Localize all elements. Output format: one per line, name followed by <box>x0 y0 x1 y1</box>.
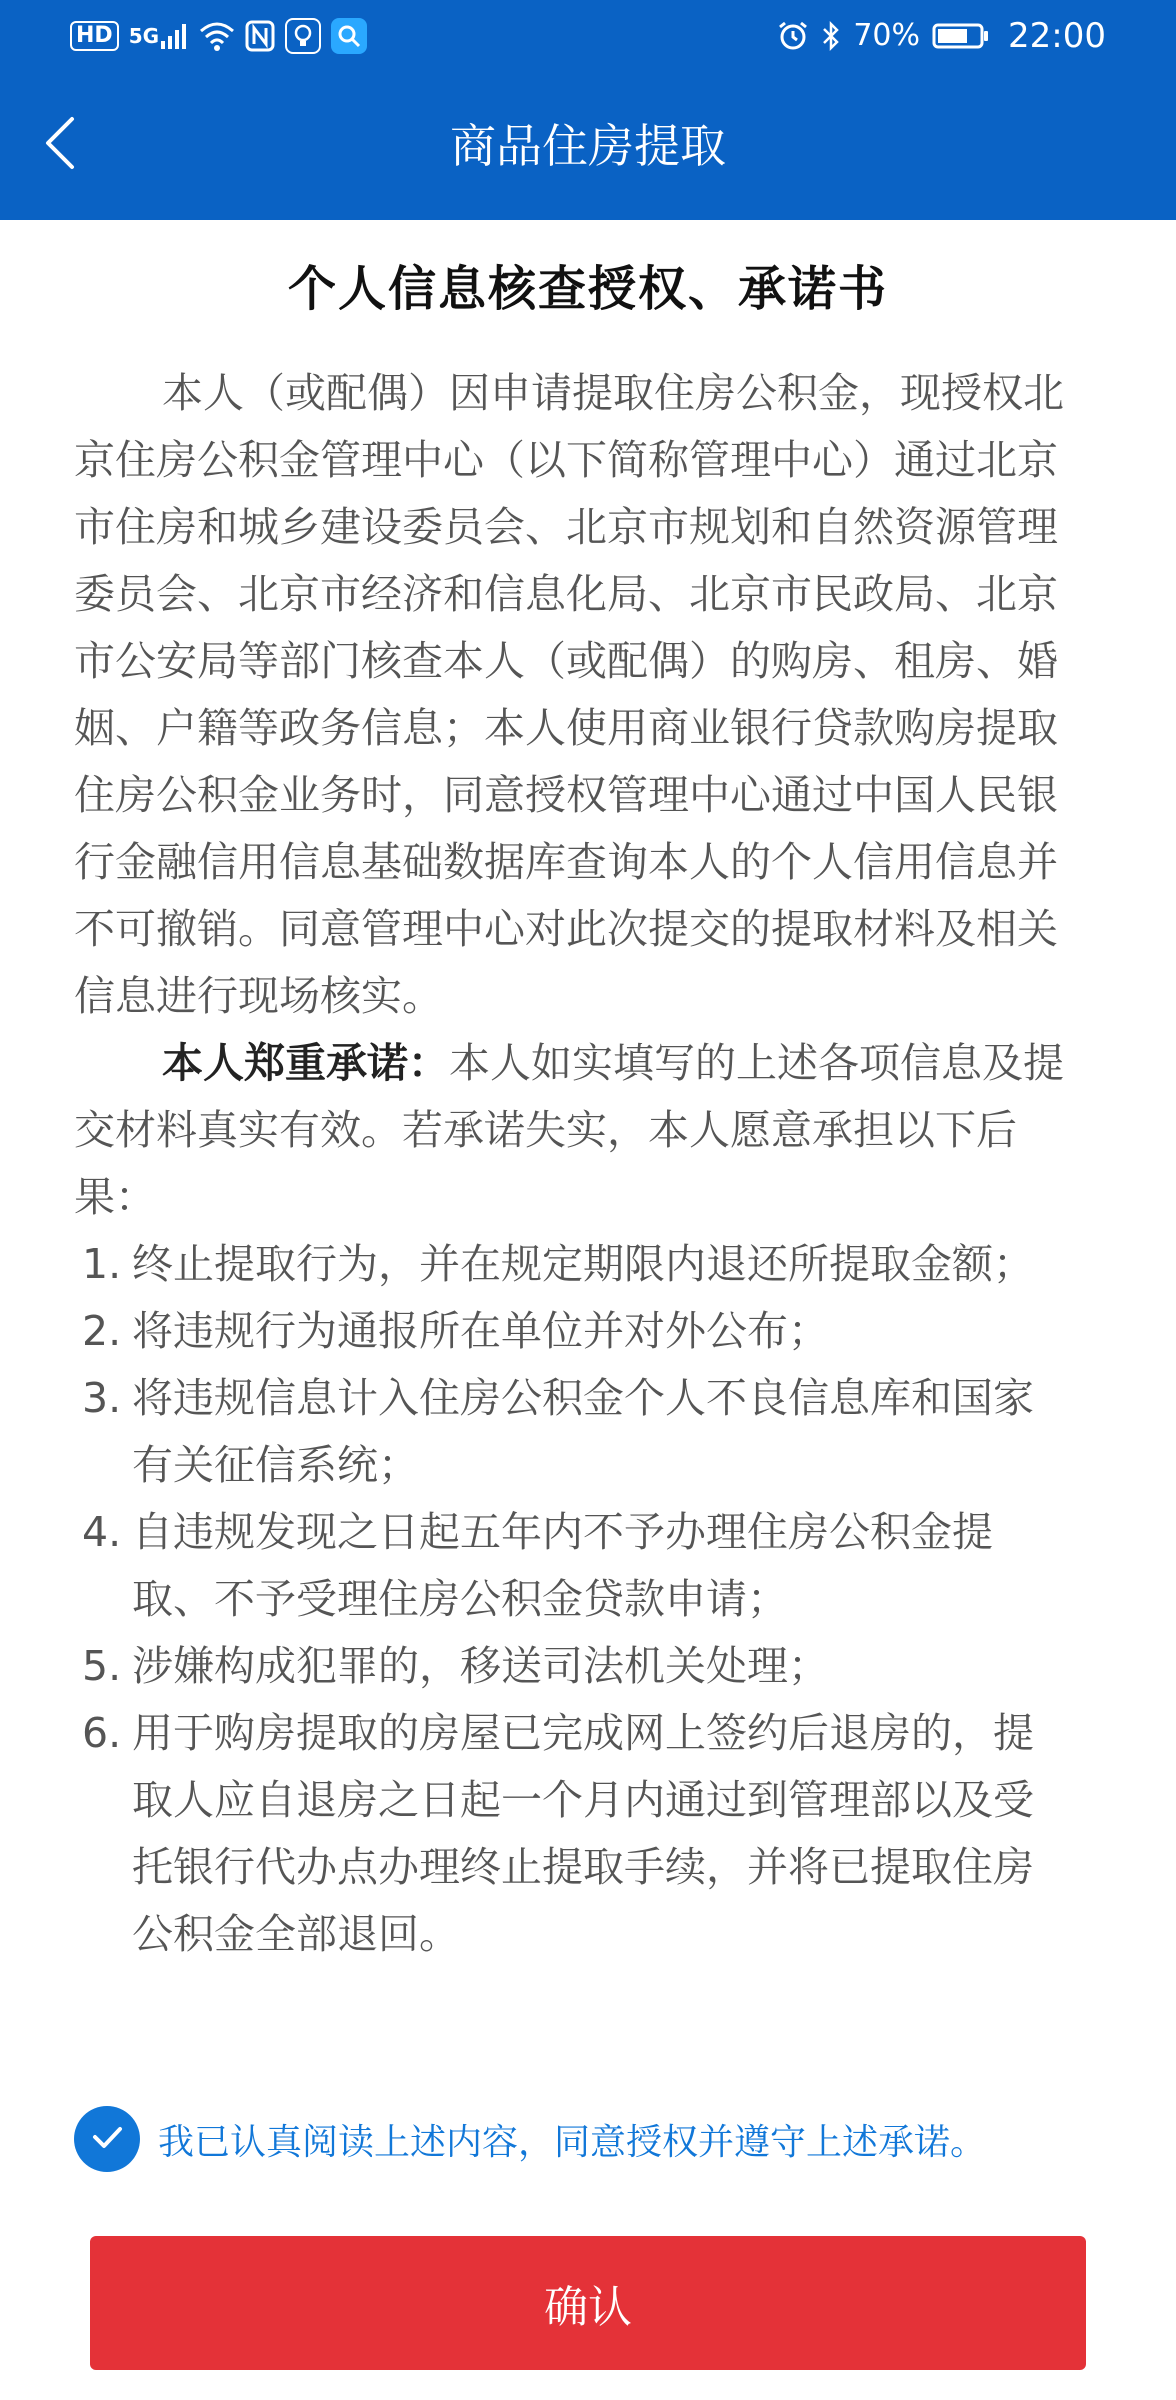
commitment-heading: 本人郑重承诺： <box>162 1039 449 1087</box>
list-item <box>74 1700 1074 1968</box>
list-item-number: 5. <box>82 1642 122 1690</box>
app-notification-icon <box>285 18 321 54</box>
wifi-icon <box>199 21 235 51</box>
status-right-icons <box>777 14 1106 58</box>
list-item-text: 将违规行为通报所在单位并对外公布； <box>132 1307 829 1355</box>
list-item <box>74 1298 1074 1365</box>
list-item-text: 涉嫌构成犯罪的，移送司法机关处理； <box>132 1642 829 1690</box>
page-title: 商品住房提取 <box>450 119 726 173</box>
list-item <box>74 1633 1074 1700</box>
list-item-number: 3. <box>82 1374 122 1422</box>
network-type: 5G <box>128 24 160 48</box>
list-item <box>74 1231 1074 1298</box>
list-item-text: 用于购房提取的房屋已完成网上签约后退房的，提取人应自退房之日起一个月内通过到管理部以及受托银行代办点办理终止提取手续，并将已提取住房公积金全部退回。 <box>132 1709 1034 1958</box>
document-title: 个人信息核查授权、承诺书 <box>287 261 888 317</box>
status-bar <box>0 0 1176 72</box>
list-item-number: 4. <box>82 1508 122 1556</box>
agreement-label[interactable]: 我已认真阅读上述内容，同意授权并遵守上述承诺。 <box>158 2121 987 2163</box>
agreement-checkbox[interactable] <box>74 2106 140 2172</box>
list-item-number: 1. <box>82 1240 122 1288</box>
document-content[interactable] <box>74 360 1074 2030</box>
commitment-text: 本人如实填写的上述各项信息及提交材料真实有效。若承诺失实，本人愿意承担以下后果： <box>74 1039 1064 1221</box>
list-item-number: 6. <box>82 1709 122 1757</box>
authorization-paragraph: 本人（或配偶）因申请提取住房公积金，现授权北京住房公积金管理中心（以下简称管理中心）通过北京市住房和城乡建设委员会、北京市规划和自然资源管理委员会、北京市经济和信息化局、北京市民政局、北京市公安局等部门核查本人（或配偶）的购房、租房、婚姻、户籍等政务信息；本人使用商业银行贷款购房提取住房公积金业务时，同意授权管理中心通过中国人民银行金融信用信息基础数据库查询本人的个人信用信息并不可撤销。同意管理中心对此次提交的提取材料及相关信息进行现场核实。 <box>74 369 1064 1020</box>
battery-percent: 70% <box>853 18 921 53</box>
hd-icon: HD <box>70 21 119 51</box>
signal-icon <box>129 21 189 51</box>
agreement-row[interactable] <box>74 2106 986 2172</box>
consequences-list <box>74 1231 1074 1968</box>
battery-icon <box>932 22 990 50</box>
clock-time: 22:00 <box>1008 16 1106 56</box>
alarm-icon <box>777 20 809 52</box>
navigation-bar <box>0 72 1176 220</box>
list-item <box>74 1499 1074 1633</box>
nfc-icon <box>245 20 275 52</box>
list-item-text: 将违规信息计入住房公积金个人不良信息库和国家有关征信系统； <box>132 1374 1034 1489</box>
confirm-button[interactable]: 确认 <box>90 2236 1086 2370</box>
status-left-icons <box>70 14 367 58</box>
search-app-icon <box>331 18 367 54</box>
list-item-text: 终止提取行为，并在规定期限内退还所提取金额； <box>132 1240 1034 1288</box>
checkmark-icon <box>87 2117 127 2161</box>
list-item <box>74 1365 1074 1499</box>
commitment-paragraph <box>74 1030 1074 1231</box>
list-item-number: 2. <box>82 1307 122 1355</box>
list-item-text: 自违规发现之日起五年内不予办理住房公积金提取、不予受理住房公积金贷款申请； <box>132 1508 993 1623</box>
bluetooth-icon <box>821 20 841 52</box>
